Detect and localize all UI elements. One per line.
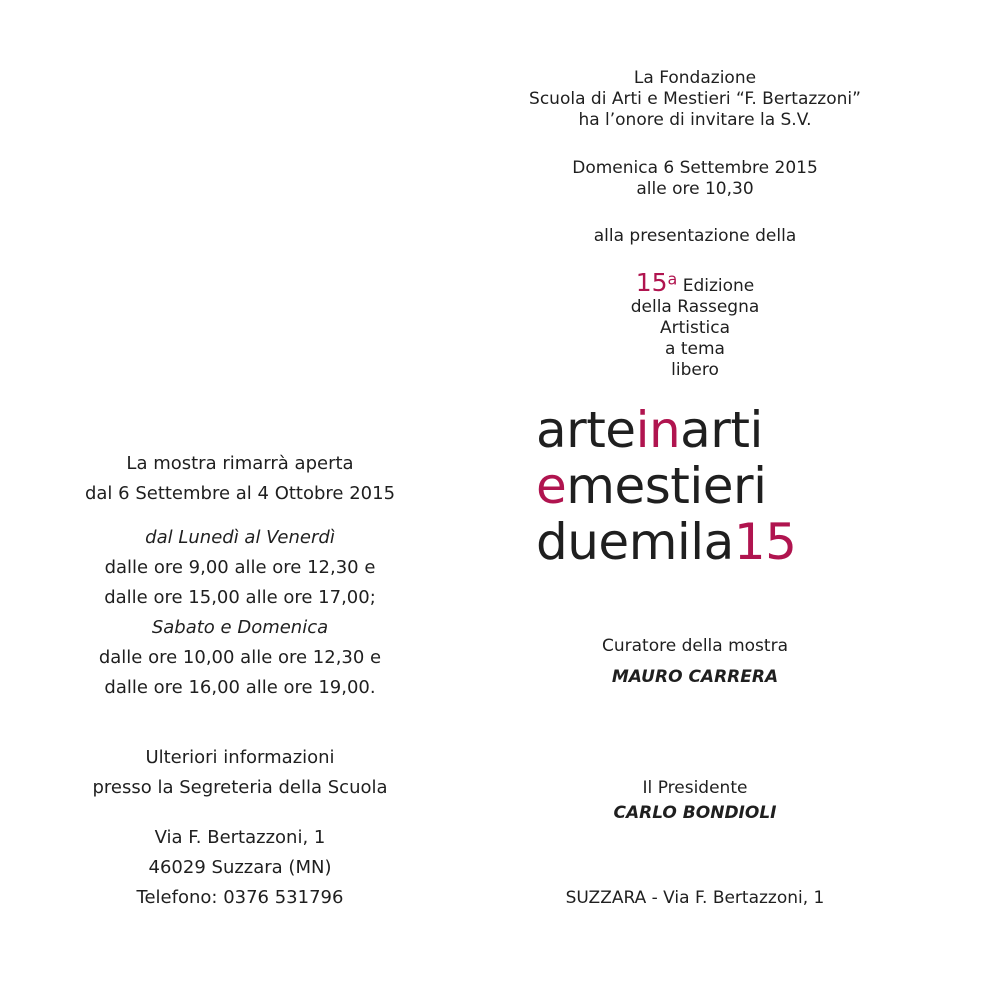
presentation-text: alla presentazione della <box>593 226 797 246</box>
presentation-line <box>495 226 895 247</box>
invite-line: ha l’onore di invitare la S.V. <box>578 110 812 130</box>
weekday-hours-2: dalle ore 15,00 alle ore 17,00; <box>104 587 376 608</box>
logo-arti: arti <box>680 401 763 459</box>
president-label: Il Presidente <box>642 778 748 798</box>
rassegna-line-3: a tema <box>665 339 725 359</box>
event-time-line: alle ore 10,30 <box>636 179 754 199</box>
address-street: Via F. Bertazzoni, 1 <box>154 827 326 848</box>
exhibition-dates <box>40 449 440 509</box>
edition-number: 15 <box>635 268 668 297</box>
location-text: SUZZARA - Via F. Bertazzoni, 1 <box>565 888 825 908</box>
logo-in: in <box>635 401 681 459</box>
opening-hours <box>40 523 440 703</box>
address-block <box>40 823 440 913</box>
curator-name: MAURO CARRERA <box>611 667 779 687</box>
weekend-label: Sabato e Domenica <box>151 617 329 638</box>
logo-row-3 <box>536 514 796 570</box>
logo-duemila: duemila <box>536 513 734 571</box>
info-block <box>40 743 440 803</box>
weekend-hours-2: dalle ore 16,00 alle ore 19,00. <box>104 677 376 698</box>
event-date-line: Domenica 6 Settembre 2015 <box>572 158 818 178</box>
info-line-1: Ulteriori informazioni <box>145 747 335 768</box>
curator-label: Curatore della mostra <box>601 636 788 656</box>
event-date <box>495 158 895 200</box>
logo-mestieri: mestieri <box>566 457 767 515</box>
info-line-2: presso la Segreteria della Scuola <box>92 777 388 798</box>
exhibition-open-line-1: La mostra rimarrà aperta <box>126 453 354 474</box>
logo-row-1 <box>536 402 796 458</box>
invitation-header <box>495 68 895 131</box>
rassegna-line-1: della Rassegna <box>630 297 760 317</box>
exhibition-open-line-2: dal 6 Settembre al 4 Ottobre 2015 <box>84 483 396 504</box>
event-logo <box>536 402 796 570</box>
president-block <box>495 778 895 824</box>
weekend-hours-1: dalle ore 10,00 alle ore 12,30 e <box>98 647 382 668</box>
logo-e: e <box>536 457 567 515</box>
weekday-label: dal Lunedì al Venerdì <box>145 527 335 548</box>
foundation-line: La Fondazione <box>633 68 757 88</box>
location-line <box>495 888 895 909</box>
edition-superscript: a <box>667 269 678 289</box>
edition-word: Edizione <box>682 276 755 296</box>
logo-arte: arte <box>536 401 636 459</box>
rassegna-line-4: libero <box>671 360 719 380</box>
logo-15: 15 <box>733 513 797 571</box>
rassegna-line-2: Artistica <box>659 318 731 338</box>
curator-block <box>495 636 895 688</box>
president-name: CARLO BONDIOLI <box>613 803 777 823</box>
phone-number: Telefono: 0376 531796 <box>136 887 344 908</box>
weekday-hours-1: dalle ore 9,00 alle ore 12,30 e <box>104 557 376 578</box>
edition-line <box>495 268 895 297</box>
logo-row-2 <box>536 458 796 514</box>
school-name: Scuola di Arti e Mestieri “F. Bertazzoni” <box>529 89 861 109</box>
edition-block <box>495 268 895 381</box>
address-city: 46029 Suzzara (MN) <box>148 857 332 878</box>
